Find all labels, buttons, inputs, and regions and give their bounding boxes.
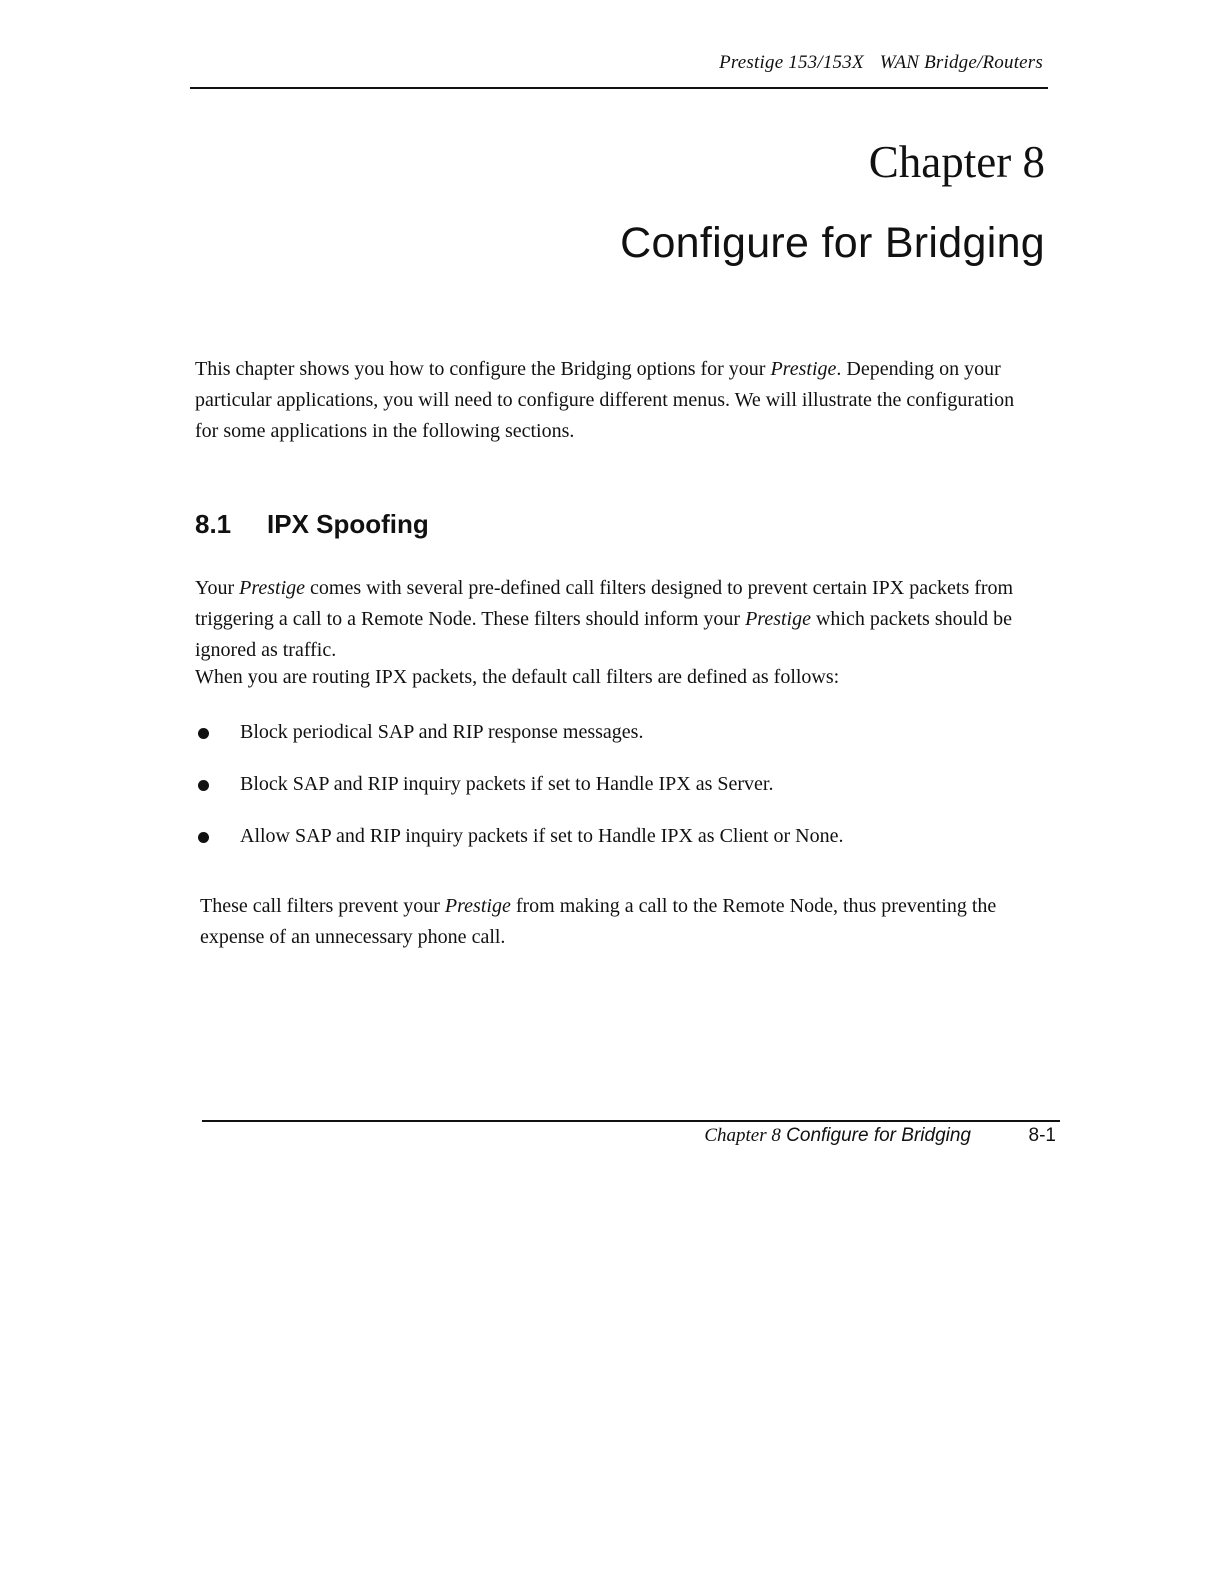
footer-chapter-title [704, 1125, 971, 1147]
para3-text-1: These call filters prevent your [200, 895, 445, 917]
para1-text-2: comes with several pre-defined call filters designed to prevent certain IPX packets from triggering a call to a Remote Node. These filters should inform your [195, 577, 1014, 630]
para1-product-name-1: Prestige [239, 577, 306, 599]
header-product-type: WAN Bridge/Routers [879, 52, 1043, 73]
list-item [198, 769, 1038, 821]
para3-product-name: Prestige [444, 895, 511, 917]
section-heading [195, 509, 429, 540]
ipx-paragraph-3 [200, 891, 1040, 953]
section-number: 8.1 [195, 509, 232, 539]
footer-chapter-word: Chapter 8 [704, 1125, 781, 1146]
header-rule [190, 87, 1048, 89]
bullet-icon [198, 780, 209, 791]
list-item [198, 717, 1038, 769]
intro-text-1: This chapter shows you how to configure the Bridging options for your [195, 358, 771, 380]
list-item-text: Block periodical SAP and RIP response messages. [240, 721, 644, 743]
running-header [719, 52, 1043, 74]
list-item [198, 821, 1038, 873]
para1-product-name-2: Prestige [745, 608, 811, 630]
list-item-text: Block SAP and RIP inquiry packets if set to Handle IPX as Server. [240, 773, 774, 795]
intro-product-name: Prestige [770, 358, 837, 380]
chapter-number: Chapter 8 [868, 137, 1045, 187]
chapter-title: Configure for Bridging [620, 219, 1045, 267]
ipx-paragraph-1 [195, 573, 1035, 666]
intro-paragraph [195, 354, 1035, 447]
para1-text-1: Your [195, 577, 240, 599]
footer-rule [202, 1120, 1060, 1122]
section-title: IPX Spoofing [267, 509, 429, 539]
list-item-text: Allow SAP and RIP inquiry packets if set to Handle IPX as Client or None. [240, 825, 844, 847]
call-filter-list [198, 717, 1038, 873]
intro-text-2: . Depending on your particular applications, you will need to configure different menus. We will illustrate the configuration for some applications in the following sections. [195, 358, 1015, 442]
bullet-icon [198, 728, 209, 739]
para3-text-2: from making a call to the Remote Node, thus preventing the expense of an unnecessary phone call. [200, 895, 997, 948]
page-number: 8-1 [1028, 1125, 1056, 1146]
header-product: Prestige 153/153X [719, 52, 864, 73]
bullet-icon [198, 832, 209, 843]
footer-chapter-name: Configure for Bridging [786, 1125, 971, 1146]
ipx-paragraph-2: When you are routing IPX packets, the default call filters are defined as follows: [195, 666, 840, 688]
para1-text-3: which packets should be ignored as traffic. [195, 608, 1013, 661]
